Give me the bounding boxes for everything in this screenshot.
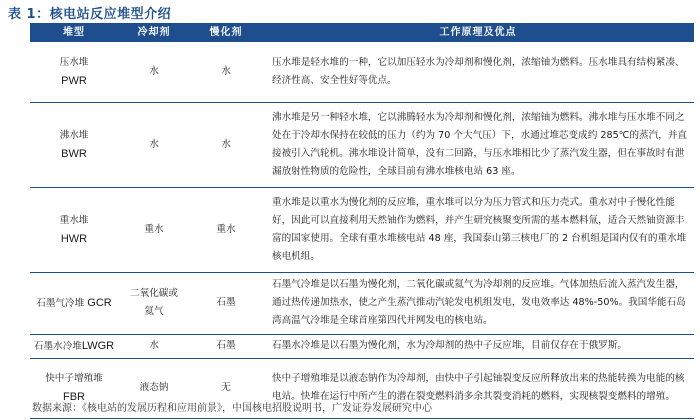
reactor-abbr: LWGR (81, 339, 115, 352)
moderator-cell: 无 (221, 382, 231, 393)
table-row (30, 42, 694, 102)
description-cell: 快中子增殖堆是以液态钠作为冷却剂，由快中子引起铀裂变反应所释放出来的热能转换为电能的核电站。快堆在运行中所产生的潜在裂变燃料消多余其裂变消耗的燃料，实现核裂变燃料的增殖。 (272, 373, 685, 402)
moderator-cell: 重水 (216, 223, 236, 235)
coolant-cell: 二氧化碳或氦气 (130, 288, 178, 317)
header-coolant: 冷却剂 (118, 23, 190, 42)
header-principle: 工作原理及优点 (262, 23, 694, 42)
table-row (30, 102, 694, 187)
description-cell: 石墨气冷堆是以石墨为慢化剂，二氧化碳或氦气为冷却剂的反应堆。气体加热后流入蒸汽发生器，通过热传递加热水，使之产生蒸汽推动汽轮发电机组发电，发电效率达 48%-50%。我国华能石岛湾高温气冷堆是全球首座第四代并网发电的核电站。 (272, 279, 686, 326)
moderator-cell: 水 (221, 65, 231, 77)
moderator-cell: 水 (221, 138, 231, 150)
reactor-name: 快中子增殖堆 (45, 373, 103, 384)
reactor-abbr: HWR (60, 232, 88, 245)
table-row (30, 187, 694, 272)
reactor-name: 压水堆 (59, 56, 89, 68)
reactor-name: 石墨水冷堆 (33, 340, 82, 352)
description-cell: 石墨水冷堆是以石墨为慢化剂，水为冷却剂的热中子反应堆，目前仅存在于俄罗斯。 (272, 340, 627, 351)
moderator-cell: 石墨 (216, 340, 236, 351)
description-cell: 压水堆是轻水堆的一种，它以加压轻水为冷却剂和慢化剂，浓缩铀为燃料。压水堆具有结构紧凑、经济性高、安全性好等优点。 (272, 56, 685, 86)
table-title: 表 1：核电站反应堆型介绍 (8, 7, 172, 22)
reactor-abbr: BWR (61, 147, 87, 160)
coolant-cell: 水 (149, 340, 159, 351)
table-row (30, 272, 694, 334)
header-row (30, 23, 694, 42)
coolant-cell: 水 (149, 138, 159, 150)
reactor-type-cell (30, 102, 118, 187)
reactor-type-cell (30, 42, 118, 102)
reactor-type-cell (30, 187, 118, 272)
reactor-name: 沸水堆 (59, 129, 89, 141)
reactor-type-cell (30, 272, 118, 334)
coolant-cell: 水 (149, 65, 159, 77)
reactor-name: 石墨气冷堆 (36, 297, 85, 309)
description-cell: 沸水堆是另一种轻水堆，它以沸腾轻水为冷却剂和慢化剂，浓缩铀为燃料。沸水堆与压水堆不同之处在于冷却水保持在较低的压力（约为 70 个大气压）下，水通过堆芯变成约 285℃的蒸汽，并直接被引入汽轮机。沸水堆设计简单，没有二回路，与压水堆相比少了蒸汽发生器，但在事故时有泄漏放射性物质的危险性，全球目前有沸水堆核电站 63 座。 (272, 111, 688, 177)
coolant-cell: 重水 (144, 223, 164, 235)
description-cell: 重水堆是以重水为慢化剂的反应堆，重水堆可以分为压力管式和压力壳式。重水对中子慢化性能好，因此可以直接利用天然铀作为燃料，并产生研究核聚变所需的基本燃料氚，适合天然铀资源丰富的国家使用。全球有重水堆核电站 48 座，我国泰山第三核电厂的 2 台机组是国内仅有的重水堆核电机组。 (272, 196, 687, 262)
table-row (30, 334, 694, 358)
header-moderator: 慢化剂 (190, 23, 262, 42)
moderator-cell: 石墨 (216, 297, 236, 308)
reactor-name: 重水堆 (59, 214, 89, 226)
reactor-table (30, 23, 694, 419)
data-source-note: 数据来源：《核电站的发展历程和应用前景》，中国核电招股说明书，广发证券发展研究中心 (32, 403, 432, 414)
coolant-cell: 液态钠 (139, 382, 169, 393)
reactor-type-cell (30, 334, 118, 358)
header-type: 堆型 (30, 23, 118, 42)
reactor-abbr: FBR (63, 391, 85, 403)
reactor-abbr: GCR (87, 296, 112, 309)
reactor-abbr: PWR (61, 74, 87, 87)
